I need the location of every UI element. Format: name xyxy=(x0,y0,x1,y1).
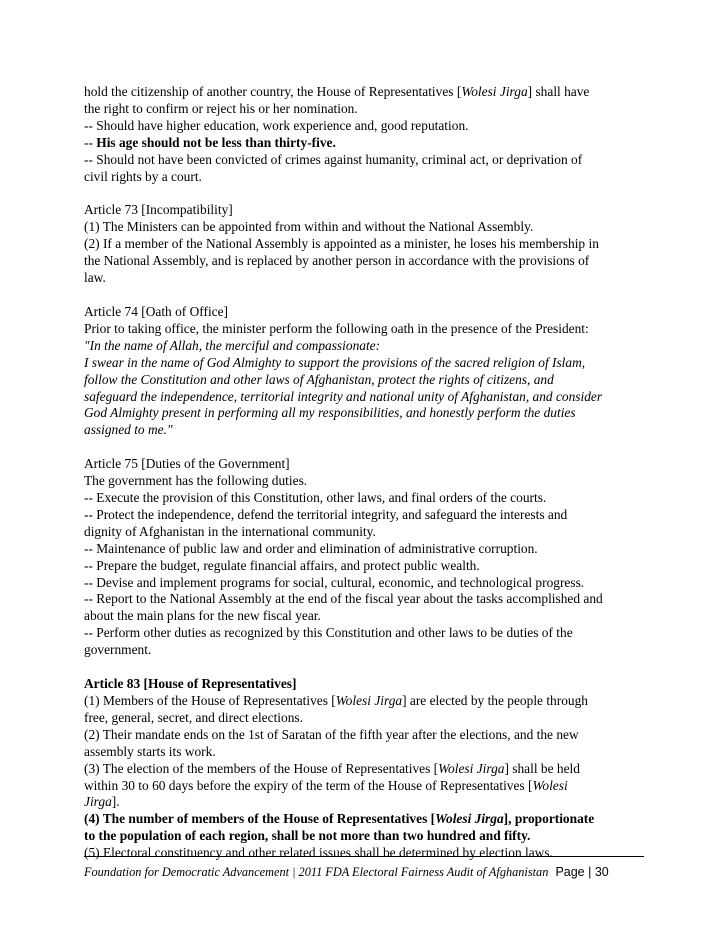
page-footer xyxy=(84,864,644,880)
highlighted-clause: to the population of each region, shall be not more than two hundred and fifty. xyxy=(84,828,531,844)
text-line: The government has the following duties. xyxy=(84,473,308,489)
highlighted-clause: (4) The number of members of the House of Representatives [Wolesi Jirga], proportionate xyxy=(84,811,595,827)
text-line: government. xyxy=(84,642,152,658)
article-heading: Article 73 [Incompatibility] xyxy=(84,202,233,218)
oath-line: follow the Constitution and other laws of Afghanistan, protect the rights of citizens, and xyxy=(84,371,554,387)
text-line: -- Devise and implement programs for social, cultural, economic, and technological progress. xyxy=(84,574,585,590)
text-line: hold the citizenship of another country, the House of Representatives [Wolesi Jirga] shall have xyxy=(84,84,590,99)
text-line: -- Prepare the budget, regulate financial affairs, and protect public wealth. xyxy=(84,557,480,573)
footer-divider xyxy=(84,856,644,857)
text-line: the right to confirm or reject his or her nomination. xyxy=(84,100,358,116)
article-74 xyxy=(84,304,644,439)
text-line: -- Protect the independence, defend the territorial integrity, and safeguard the interests and xyxy=(84,506,568,522)
text-line: (5) Electoral constituency and other related issues shall be determined by election laws. xyxy=(84,845,553,861)
oath-line: "In the name of Allah, the merciful and compassionate: xyxy=(84,337,381,353)
text-line: (2) Their mandate ends on the 1st of Saratan of the fifth year after the elections, and the new xyxy=(84,726,579,742)
oath-line: assigned to me." xyxy=(84,422,173,438)
text-line: -- Report to the National Assembly at the end of the fiscal year about the tasks accomplished and xyxy=(84,591,603,607)
term-italic: Wolesi xyxy=(532,777,568,793)
candidate-requirements-block xyxy=(84,84,644,185)
term-italic: Jirga xyxy=(84,794,112,810)
text-line: (1) The Ministers can be appointed from within and without the National Assembly. xyxy=(84,219,534,235)
text-line: Prior to taking office, the minister perform the following oath in the presence of the President: xyxy=(84,320,589,336)
text-line: assembly starts its work. xyxy=(84,743,216,759)
term-italic: Wolesi Jirga xyxy=(438,760,505,776)
page-number: Page | 30 xyxy=(555,865,609,879)
article-heading: Article 74 [Oath of Office] xyxy=(84,303,229,319)
text-line: -- Execute the provision of this Constitution, other laws, and final orders of the courts. xyxy=(84,490,547,506)
text-line: (3) The election of the members of the House of Representatives [Wolesi Jirga] shall be held xyxy=(84,760,580,776)
document-body xyxy=(84,84,644,862)
oath-line: safeguard the independence, territorial integrity and national unity of Afghanistan, and consider xyxy=(84,388,603,404)
text-line: -- Perform other duties as recognized by this Constitution and other laws to be duties of the xyxy=(84,625,573,641)
text-line: -- Should have higher education, work experience and, good reputation. xyxy=(84,117,469,133)
term-italic: Wolesi Jirga xyxy=(461,84,528,99)
text-line: -- Maintenance of public law and order and elimination of administrative corruption. xyxy=(84,540,538,556)
text-line: about the main plans for the new fiscal year. xyxy=(84,608,321,624)
footer-organization: Foundation for Democratic Advancement | 2011 FDA Electoral Fairness Audit of Afghanistan xyxy=(84,865,549,879)
oath-line: I swear in the name of God Almighty to support the provisions of the sacred religion of Islam, xyxy=(84,354,586,370)
text-line: free, general, secret, and direct elections. xyxy=(84,709,303,725)
term-italic: Wolesi Jirga xyxy=(435,811,504,827)
highlighted-requirement: His age should not be less than thirty-five. xyxy=(96,134,336,150)
article-83 xyxy=(84,676,644,862)
text-line: Jirga]. xyxy=(84,794,120,810)
article-heading: Article 75 [Duties of the Government] xyxy=(84,456,290,472)
text-line: law. xyxy=(84,270,106,286)
text-line: -- Should not have been convicted of crimes against humanity, criminal act, or deprivation of xyxy=(84,151,583,167)
text-line: (2) If a member of the National Assembly is appointed as a minister, he loses his membership in xyxy=(84,236,599,252)
text-line: dignity of Afghanistan in the international community. xyxy=(84,523,376,539)
text-line: within 30 to 60 days before the expiry of the term of the House of Representatives [Wolesi xyxy=(84,777,568,793)
article-75 xyxy=(84,456,644,659)
text-line: (1) Members of the House of Representatives [Wolesi Jirga] are elected by the people through xyxy=(84,693,588,708)
text-line: -- His age should not be less than thirty-five. xyxy=(84,134,336,150)
article-73 xyxy=(84,202,644,287)
text-line: civil rights by a court. xyxy=(84,168,202,184)
text-line: the National Assembly, and is replaced by another person in accordance with the provisions of xyxy=(84,253,590,269)
article-heading: Article 83 [House of Representatives] xyxy=(84,676,297,692)
term-italic: Wolesi Jirga xyxy=(335,693,403,708)
oath-line: God Almighty present in performing all my responsibilities, and honestly perform the duties xyxy=(84,405,576,421)
